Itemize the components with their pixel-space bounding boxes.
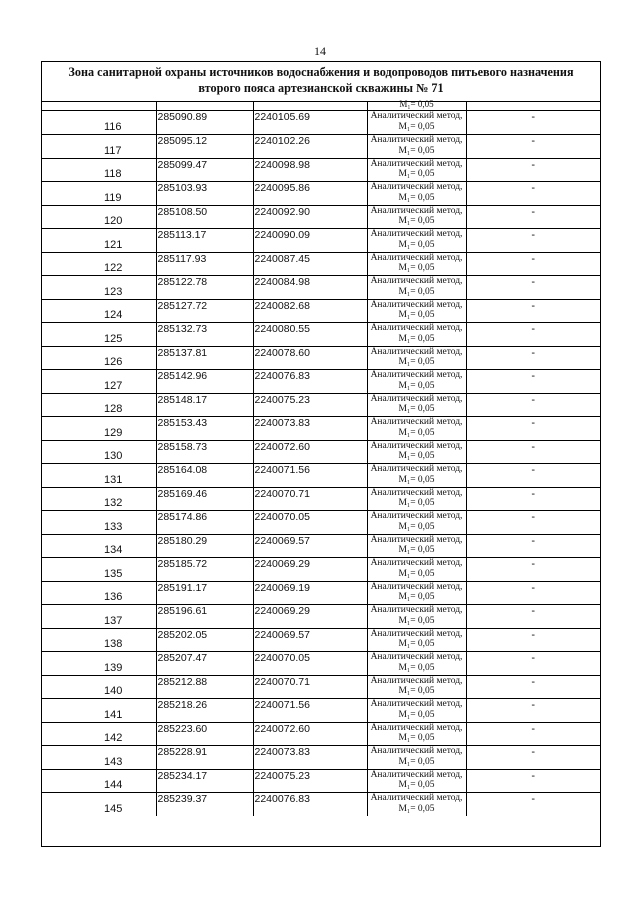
accuracy-value: M₁= 0,05 xyxy=(398,427,435,438)
point-number: 126 xyxy=(104,356,123,368)
coordinates-table-sheet xyxy=(41,61,601,847)
method-label: Аналитический метод, xyxy=(370,746,463,756)
y-coordinate-cell: 2240069.57 xyxy=(253,628,367,652)
note-cell: - xyxy=(466,675,600,699)
x-coordinate-cell: 285148.17 xyxy=(156,393,253,417)
y-coordinate-cell: 2240070.05 xyxy=(253,511,367,535)
x-coordinate-cell: 285122.78 xyxy=(156,276,253,300)
note-cell: - xyxy=(466,534,600,558)
table-row xyxy=(42,746,600,770)
table-row xyxy=(42,276,600,300)
point-number: 127 xyxy=(104,379,123,392)
point-number-cell xyxy=(42,370,156,394)
point-number-cell xyxy=(42,722,156,746)
method-cell xyxy=(367,628,466,652)
x-coordinate-cell: 285180.29 xyxy=(156,534,253,558)
method-label: Аналитический метод, xyxy=(370,534,463,545)
accuracy-value: M₁= 0,05 xyxy=(398,451,435,461)
table-row xyxy=(42,158,600,182)
method-cell xyxy=(367,393,466,417)
y-coordinate-cell: 2240075.23 xyxy=(253,769,367,793)
accuracy-value: M₁= 0,05 xyxy=(398,568,435,579)
method-label: Аналитический метод, xyxy=(370,323,463,333)
point-number-cell xyxy=(42,182,156,206)
note-cell: - xyxy=(466,205,600,229)
x-coordinate-cell: 285202.05 xyxy=(156,628,253,652)
table-row xyxy=(42,417,600,441)
accuracy-value: M₁= 0,05 xyxy=(398,145,435,156)
method-cell xyxy=(367,346,466,370)
method-cell xyxy=(367,299,466,323)
point-number: 137 xyxy=(104,614,123,627)
accuracy-value: M₁= 0,05 xyxy=(398,780,435,790)
point-number-cell xyxy=(42,440,156,464)
method-cell xyxy=(367,699,466,723)
table-row xyxy=(42,205,600,229)
point-number-cell xyxy=(42,581,156,605)
accuracy-value: M₁= 0,05 xyxy=(398,545,435,555)
method-cell xyxy=(367,464,466,488)
x-coordinate-cell: 285164.08 xyxy=(156,464,253,488)
point-number-cell xyxy=(42,605,156,629)
note-cell: - xyxy=(466,769,600,793)
method-cell xyxy=(367,793,466,817)
y-coordinate-cell: 2240070.05 xyxy=(253,652,367,676)
method-label: Аналитический метод, xyxy=(370,511,463,521)
point-number: 122 xyxy=(104,262,123,274)
x-coordinate-cell: 285196.61 xyxy=(156,605,253,629)
y-coordinate-cell: 2240070.71 xyxy=(253,487,367,511)
y-coordinate-cell: 2240090.09 xyxy=(253,229,367,253)
point-number-cell xyxy=(42,111,156,135)
table-row xyxy=(42,252,600,276)
point-number-cell xyxy=(42,652,156,676)
note-cell: - xyxy=(466,581,600,605)
table-row xyxy=(42,346,600,370)
y-coordinate-cell: 2240073.83 xyxy=(253,417,367,441)
point-number: 132 xyxy=(104,497,123,509)
method-label: Аналитический метод, xyxy=(370,111,463,121)
note-cell: - xyxy=(466,699,600,723)
x-coordinate-cell: 285099.47 xyxy=(156,158,253,182)
x-coordinate-cell: 285239.37 xyxy=(156,793,253,817)
accuracy-value: M₁= 0,05 xyxy=(398,498,435,508)
accuracy-value: M₁= 0,05 xyxy=(398,286,435,297)
point-number-cell xyxy=(42,675,156,699)
method-label: Аналитический метод, xyxy=(370,628,463,639)
method-label: Аналитический метод, xyxy=(370,370,463,380)
y-coordinate-cell: 2240069.29 xyxy=(253,558,367,582)
method-label: Аналитический метод, xyxy=(370,652,463,662)
point-number-cell xyxy=(42,276,156,300)
point-number: 118 xyxy=(104,168,122,180)
y-coordinate-cell: 2240069.29 xyxy=(253,605,367,629)
method-label: Аналитический метод, xyxy=(370,135,463,145)
accuracy-value: M₁= 0,05 xyxy=(398,756,435,767)
table-row xyxy=(42,581,600,605)
note-cell: - xyxy=(466,182,600,206)
table-row xyxy=(42,605,600,629)
x-coordinate-cell: 285169.46 xyxy=(156,487,253,511)
title-line-2: второго пояса артезианской скважины № 71 xyxy=(198,81,444,95)
method-label: Аналитический метод, xyxy=(370,769,463,780)
point-number-cell xyxy=(42,299,156,323)
y-coordinate-cell: 2240082.68 xyxy=(253,299,367,323)
note-cell: - xyxy=(466,393,600,417)
y-coordinate-cell: 2240072.60 xyxy=(253,440,367,464)
accuracy-value: M₁= 0,05 xyxy=(398,380,435,391)
x-coordinate-cell: 285137.81 xyxy=(156,346,253,370)
method-label: Аналитический метод, xyxy=(370,487,463,498)
x-coordinate-cell: 285132.73 xyxy=(156,323,253,347)
point-number: 129 xyxy=(104,426,123,439)
method-cell xyxy=(367,205,466,229)
point-number: 141 xyxy=(104,708,123,721)
x-coordinate-cell: 285191.17 xyxy=(156,581,253,605)
y-coordinate-cell: 2240105.69 xyxy=(253,111,367,135)
point-number: 143 xyxy=(104,755,123,768)
note-cell: - xyxy=(466,135,600,159)
accuracy-value: M₁= 0,05 xyxy=(398,192,435,203)
x-coordinate-cell: 285090.89 xyxy=(156,111,253,135)
accuracy-value: M₁= 0,05 xyxy=(398,615,435,626)
note-cell: - xyxy=(466,746,600,770)
method-cell xyxy=(367,675,466,699)
point-number-cell xyxy=(42,464,156,488)
point-number: 136 xyxy=(104,591,123,603)
point-number-cell xyxy=(42,628,156,652)
point-number-cell xyxy=(42,158,156,182)
continued-method-value: M₁= 0,05 xyxy=(399,99,434,109)
accuracy-value: M₁= 0,05 xyxy=(398,404,435,414)
table-row xyxy=(42,722,600,746)
point-number: 123 xyxy=(104,285,123,298)
accuracy-value: M₁= 0,05 xyxy=(398,686,435,696)
accuracy-value: M₁= 0,05 xyxy=(398,216,435,226)
point-number-cell xyxy=(42,252,156,276)
point-number-cell xyxy=(42,205,156,229)
method-cell xyxy=(367,440,466,464)
table-row xyxy=(42,323,600,347)
method-cell xyxy=(367,534,466,558)
note-cell: - xyxy=(466,346,600,370)
table-row xyxy=(42,229,600,253)
method-cell xyxy=(367,158,466,182)
point-number-cell xyxy=(42,487,156,511)
method-label: Аналитический метод, xyxy=(370,558,463,568)
x-coordinate-cell: 285174.86 xyxy=(156,511,253,535)
point-number-cell xyxy=(42,769,156,793)
table-row xyxy=(42,769,600,793)
table-row xyxy=(42,628,600,652)
table-row xyxy=(42,182,600,206)
note-cell: - xyxy=(466,417,600,441)
note-cell: - xyxy=(466,628,600,652)
method-label: Аналитический метод, xyxy=(370,605,463,615)
y-coordinate-cell: 2240078.60 xyxy=(253,346,367,370)
x-coordinate-cell: 285108.50 xyxy=(156,205,253,229)
y-coordinate-cell: 2240075.23 xyxy=(253,393,367,417)
y-coordinate-cell: 2240076.83 xyxy=(253,370,367,394)
note-cell: - xyxy=(466,722,600,746)
accuracy-value: M₁= 0,05 xyxy=(398,639,435,649)
point-number: 121 xyxy=(104,238,123,251)
accuracy-value: M₁= 0,05 xyxy=(398,733,435,743)
x-coordinate-cell: 285142.96 xyxy=(156,370,253,394)
y-coordinate-cell: 2240087.45 xyxy=(253,252,367,276)
method-cell xyxy=(367,182,466,206)
method-cell xyxy=(367,511,466,535)
point-number: 142 xyxy=(104,732,123,744)
table-row xyxy=(42,135,600,159)
x-coordinate-cell: 285218.26 xyxy=(156,699,253,723)
method-label: Аналитический метод, xyxy=(370,581,463,592)
note-cell: - xyxy=(466,252,600,276)
accuracy-value: M₁= 0,05 xyxy=(398,310,435,320)
x-coordinate-cell: 285153.43 xyxy=(156,417,253,441)
accuracy-value: M₁= 0,05 xyxy=(398,121,435,132)
table-row xyxy=(42,675,600,699)
method-label: Аналитический метод, xyxy=(370,229,463,239)
method-label: Аналитический метод, xyxy=(370,182,463,192)
table-body xyxy=(42,111,600,816)
y-coordinate-cell: 2240069.19 xyxy=(253,581,367,605)
point-number: 116 xyxy=(104,121,122,133)
page-number: 14 xyxy=(314,44,326,58)
note-cell: - xyxy=(466,111,600,135)
method-cell xyxy=(367,252,466,276)
point-number-cell xyxy=(42,699,156,723)
accuracy-value: M₁= 0,05 xyxy=(398,474,435,485)
note-cell: - xyxy=(466,323,600,347)
method-cell xyxy=(367,135,466,159)
point-number: 145 xyxy=(104,803,123,815)
accuracy-value: M₁= 0,05 xyxy=(398,709,435,720)
accuracy-value: M₁= 0,05 xyxy=(398,803,435,814)
y-coordinate-cell: 2240072.60 xyxy=(253,722,367,746)
method-label: Аналитический метод, xyxy=(370,417,463,427)
title-line-1: Зона санитарной охраны источников водоснабжения и водопроводов питьевого назначения xyxy=(68,65,574,79)
method-cell xyxy=(367,487,466,511)
point-number-cell xyxy=(42,323,156,347)
x-coordinate-cell: 285117.93 xyxy=(156,252,253,276)
y-coordinate-cell: 2240092.90 xyxy=(253,205,367,229)
continued-row-strip xyxy=(42,99,600,111)
method-label: Аналитический метод, xyxy=(370,158,463,169)
y-coordinate-cell: 2240102.26 xyxy=(253,135,367,159)
note-cell: - xyxy=(466,511,600,535)
method-label: Аналитический метод, xyxy=(370,722,463,733)
point-number: 124 xyxy=(104,309,123,321)
point-number-cell xyxy=(42,135,156,159)
method-cell xyxy=(367,746,466,770)
point-number-cell xyxy=(42,346,156,370)
method-cell xyxy=(367,581,466,605)
accuracy-value: M₁= 0,05 xyxy=(398,521,435,532)
method-label: Аналитический метод, xyxy=(370,252,463,263)
column-divider xyxy=(156,102,157,110)
table-row xyxy=(42,558,600,582)
method-label: Аналитический метод, xyxy=(370,299,463,310)
note-cell: - xyxy=(466,605,600,629)
table-row xyxy=(42,487,600,511)
point-number: 140 xyxy=(104,685,123,697)
table-row xyxy=(42,652,600,676)
x-coordinate-cell: 285095.12 xyxy=(156,135,253,159)
point-number-cell xyxy=(42,793,156,817)
column-divider xyxy=(253,102,254,110)
method-cell xyxy=(367,276,466,300)
point-number-cell xyxy=(42,417,156,441)
method-cell xyxy=(367,417,466,441)
method-cell xyxy=(367,558,466,582)
table-row xyxy=(42,464,600,488)
y-coordinate-cell: 2240095.86 xyxy=(253,182,367,206)
table-title xyxy=(42,62,600,102)
method-cell xyxy=(367,323,466,347)
x-coordinate-cell: 285158.73 xyxy=(156,440,253,464)
column-divider xyxy=(466,102,467,110)
point-number: 125 xyxy=(104,332,123,345)
method-label: Аналитический метод, xyxy=(370,793,463,803)
method-cell xyxy=(367,769,466,793)
point-number: 144 xyxy=(104,779,123,791)
method-label: Аналитический метод, xyxy=(370,205,463,216)
y-coordinate-cell: 2240071.56 xyxy=(253,699,367,723)
x-coordinate-cell: 285185.72 xyxy=(156,558,253,582)
accuracy-value: M₁= 0,05 xyxy=(398,169,435,179)
point-number: 131 xyxy=(104,473,123,486)
x-coordinate-cell: 285234.17 xyxy=(156,769,253,793)
y-coordinate-cell: 2240069.57 xyxy=(253,534,367,558)
method-cell xyxy=(367,370,466,394)
x-coordinate-cell: 285228.91 xyxy=(156,746,253,770)
x-coordinate-cell: 285103.93 xyxy=(156,182,253,206)
accuracy-value: M₁= 0,05 xyxy=(398,239,435,250)
table-row xyxy=(42,793,600,817)
note-cell: - xyxy=(466,440,600,464)
method-cell xyxy=(367,229,466,253)
method-cell xyxy=(367,722,466,746)
accuracy-value: M₁= 0,05 xyxy=(398,263,435,273)
table-row xyxy=(42,111,600,135)
accuracy-value: M₁= 0,05 xyxy=(398,333,435,344)
note-cell: - xyxy=(466,299,600,323)
method-label: Аналитический метод, xyxy=(370,675,463,686)
x-coordinate-cell: 285127.72 xyxy=(156,299,253,323)
note-cell: - xyxy=(466,464,600,488)
table-row xyxy=(42,299,600,323)
y-coordinate-cell: 2240071.56 xyxy=(253,464,367,488)
table-row xyxy=(42,393,600,417)
x-coordinate-cell: 285212.88 xyxy=(156,675,253,699)
table-row xyxy=(42,511,600,535)
accuracy-value: M₁= 0,05 xyxy=(398,357,435,367)
point-number-cell xyxy=(42,229,156,253)
accuracy-value: M₁= 0,05 xyxy=(398,592,435,602)
point-number-cell xyxy=(42,511,156,535)
x-coordinate-cell: 285113.17 xyxy=(156,229,253,253)
point-number: 133 xyxy=(104,520,123,533)
note-cell: - xyxy=(466,158,600,182)
y-coordinate-cell: 2240073.83 xyxy=(253,746,367,770)
point-number: 130 xyxy=(104,450,123,462)
method-cell xyxy=(367,605,466,629)
method-label: Аналитический метод, xyxy=(370,276,463,286)
method-cell xyxy=(367,111,466,135)
y-coordinate-cell: 2240080.55 xyxy=(253,323,367,347)
table-row xyxy=(42,699,600,723)
method-label: Аналитический метод, xyxy=(370,440,463,451)
coordinates-table xyxy=(42,111,600,816)
point-number: 134 xyxy=(104,544,123,556)
point-number: 139 xyxy=(104,661,123,674)
y-coordinate-cell: 2240076.83 xyxy=(253,793,367,817)
point-number: 135 xyxy=(104,567,123,580)
note-cell: - xyxy=(466,276,600,300)
y-coordinate-cell: 2240084.98 xyxy=(253,276,367,300)
point-number: 117 xyxy=(104,144,122,157)
point-number: 138 xyxy=(104,638,123,650)
point-number: 119 xyxy=(104,191,122,204)
table-row xyxy=(42,534,600,558)
table-row xyxy=(42,440,600,464)
accuracy-value: M₁= 0,05 xyxy=(398,662,435,673)
note-cell: - xyxy=(466,793,600,817)
y-coordinate-cell: 2240098.98 xyxy=(253,158,367,182)
method-label: Аналитический метод, xyxy=(370,346,463,357)
note-cell: - xyxy=(466,558,600,582)
note-cell: - xyxy=(466,487,600,511)
point-number: 128 xyxy=(104,403,123,415)
x-coordinate-cell: 285223.60 xyxy=(156,722,253,746)
table-row xyxy=(42,370,600,394)
point-number-cell xyxy=(42,746,156,770)
method-label: Аналитический метод, xyxy=(370,699,463,709)
note-cell: - xyxy=(466,652,600,676)
note-cell: - xyxy=(466,229,600,253)
point-number-cell xyxy=(42,558,156,582)
method-label: Аналитический метод, xyxy=(370,464,463,474)
y-coordinate-cell: 2240070.71 xyxy=(253,675,367,699)
point-number-cell xyxy=(42,534,156,558)
point-number-cell xyxy=(42,393,156,417)
x-coordinate-cell: 285207.47 xyxy=(156,652,253,676)
note-cell: - xyxy=(466,370,600,394)
method-cell xyxy=(367,652,466,676)
point-number: 120 xyxy=(104,215,123,227)
method-label: Аналитический метод, xyxy=(370,393,463,404)
